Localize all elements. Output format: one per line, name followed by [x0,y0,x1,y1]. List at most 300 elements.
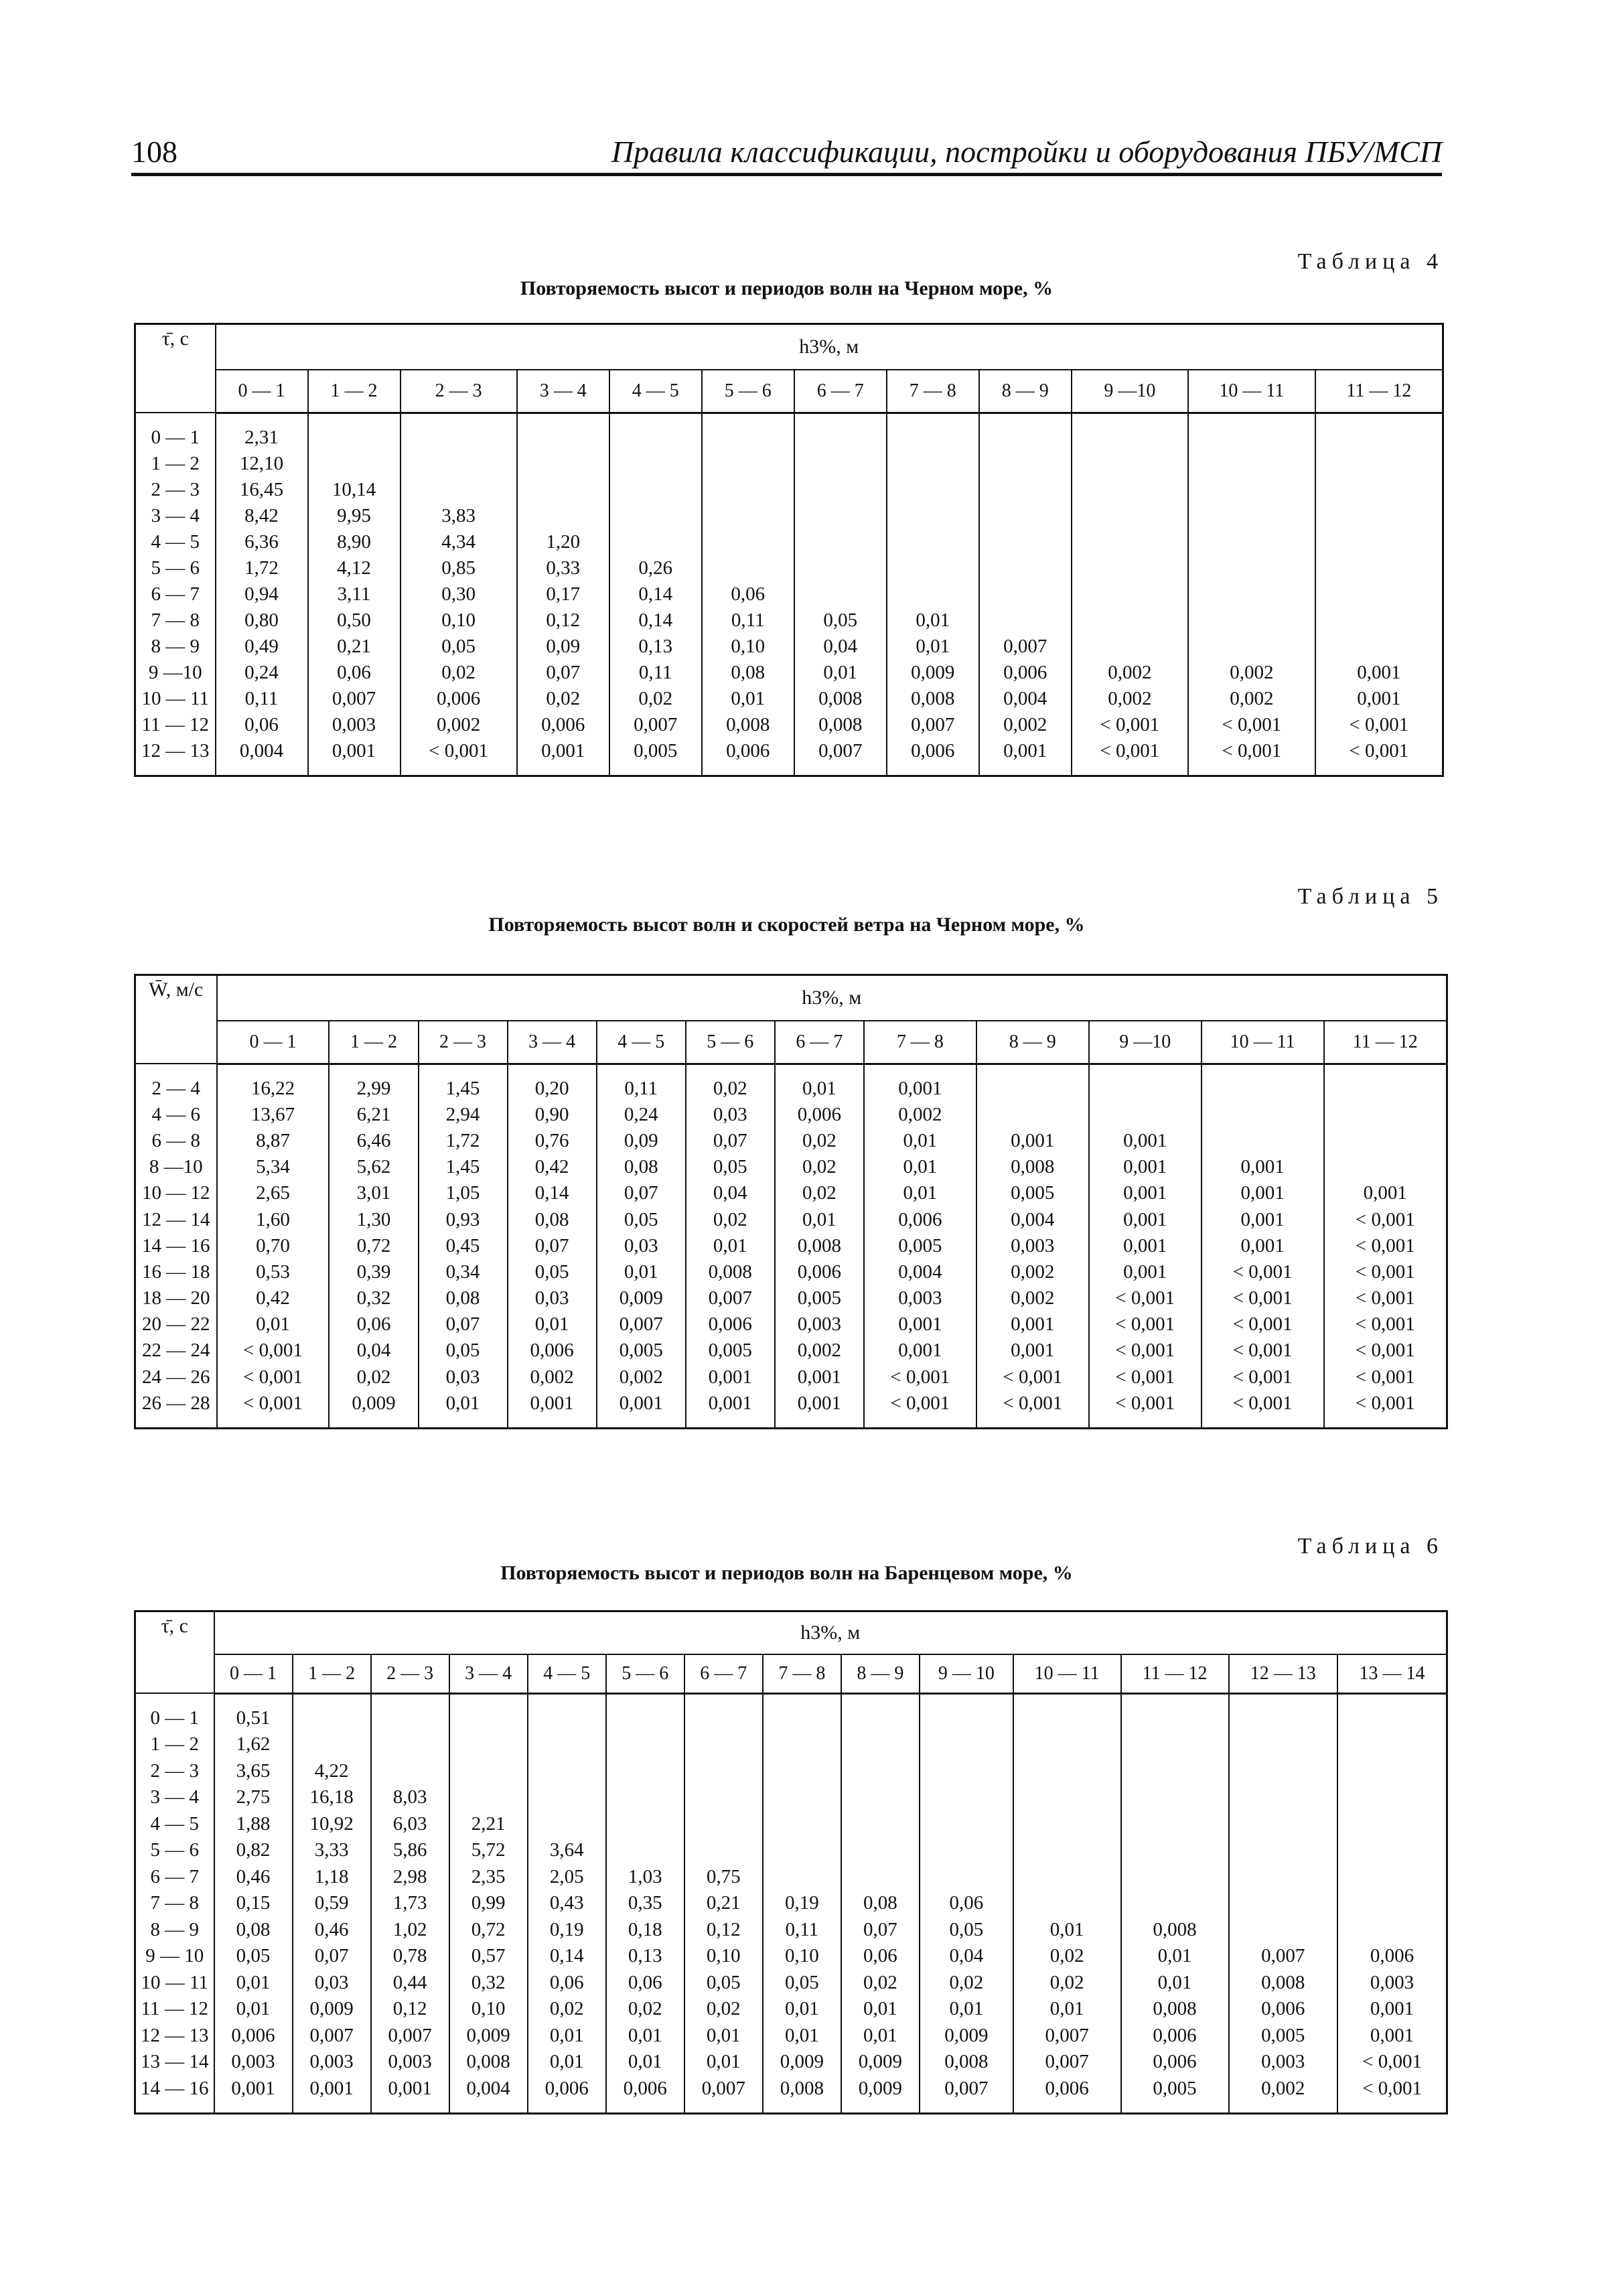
table-cell: 3,64 [528,1837,606,1864]
table-cell: 0,01 [775,1076,864,1102]
table-cell: 0,009 [887,660,979,686]
table-cell [794,529,887,555]
table-cell: 0,02 [606,1996,684,2023]
table-cell: 0,85 [401,555,517,581]
table-cell [1121,1705,1229,1732]
spacer-cell [135,2102,214,2114]
spacer-cell [1013,2102,1121,2114]
table-cell: 0,001 [1202,1233,1324,1259]
table-cell: 0,07 [293,1943,371,1970]
table-cell: 0,001 [686,1364,775,1390]
table-cell: 0,001 [1324,1180,1447,1206]
table-cell: 0,009 [293,1996,371,2023]
table-row [135,425,1443,451]
table-cell: 0,10 [449,1996,528,2023]
spacer-cell [419,1417,508,1429]
spacer-cell [1072,764,1188,776]
table-cell: 0,004 [979,686,1072,712]
table-cell: 0,008 [1229,1970,1338,1997]
spacer-cell [1337,2102,1447,2114]
table-cell: 0,02 [686,1206,775,1232]
table-cell: 0,57 [449,1943,528,1970]
table-cell: 0,01 [864,1154,976,1180]
table-cell: 0,43 [528,1890,606,1917]
table-row [135,1784,1447,1811]
table-cell [1337,1758,1447,1785]
row-label: 4 — 6 [135,1102,217,1128]
spacer-cell [794,764,887,776]
column-header: 10 — 11 [1202,1021,1324,1064]
table-cell [1337,1811,1447,1838]
table-cell: 0,15 [214,1890,293,1917]
table-cell [702,529,794,555]
table-cell: 0,001 [1089,1233,1202,1259]
table-cell: 0,007 [979,634,1072,660]
table-cell: 0,01 [864,1180,976,1206]
table-cell: 1,02 [371,1917,449,1944]
table-cell [920,1731,1013,1758]
column-header: 11 — 12 [1324,1021,1447,1064]
table-cell: 0,006 [214,2023,293,2050]
table-cell: 0,01 [686,1233,775,1259]
table-cell [1072,451,1188,477]
spacer-cell [702,764,794,776]
table-cell: 0,06 [702,581,794,607]
table-cell [609,425,702,451]
spacer-cell [609,764,702,776]
table-cell: 0,08 [508,1206,597,1232]
table-cell: 0,003 [1337,1970,1447,1997]
table-cell: 8,90 [308,529,401,555]
table-cell [1188,503,1315,529]
spacer-cell [979,413,1072,425]
table-cell: 0,008 [763,2076,841,2102]
row-label: 7 — 8 [135,607,216,634]
table-cell [1229,1864,1338,1891]
row-axis-header: τ̄, с [135,1611,214,1694]
spacer-cell [1188,413,1315,425]
table-cell: 0,002 [979,712,1072,738]
table-cell [1315,581,1443,607]
running-title: Правила классификации, постройки и оборудования ПБУ/МСП [611,135,1442,169]
table-cell [763,1705,841,1732]
table-cell: < 0,001 [976,1390,1089,1417]
spacer-cell [135,1417,217,1429]
table-cell: 0,50 [308,607,401,634]
table-cell: 1,05 [419,1180,508,1206]
table-cell: 3,83 [401,503,517,529]
table-cell: 0,12 [684,1917,763,1944]
row-label: 1 — 2 [135,451,216,477]
table-row [135,1076,1447,1102]
table-cell: 8,42 [216,503,308,529]
table-cell: < 0,001 [1324,1364,1447,1390]
table-cell: 0,99 [449,1890,528,1917]
table-cell: 0,008 [920,2049,1013,2076]
table-cell: 0,05 [401,634,517,660]
table-cell: 8,03 [371,1784,449,1811]
table-row [135,2023,1447,2050]
table-cell: 0,06 [920,1890,1013,1917]
table-cell: 0,32 [449,1970,528,1997]
row-label: 2 — 3 [135,1758,214,1785]
spacer-cell [1315,764,1443,776]
table-row [135,1705,1447,1732]
table-cell: 0,53 [217,1259,330,1285]
table-row [135,529,1443,555]
spacer-cell [135,413,216,425]
table-cell: 0,03 [508,1285,597,1311]
table-cell [1072,607,1188,634]
column-header: 2 — 3 [401,370,517,413]
column-header: 9 —10 [1089,1021,1202,1064]
table-6-label: Таблица 6 [1297,1534,1443,1559]
table-cell: 0,008 [1121,1996,1229,2023]
table-cell [979,607,1072,634]
table-cell: 1,72 [419,1128,508,1154]
table-cell: 1,20 [517,529,609,555]
table-cell: 0,01 [214,1970,293,1997]
table-cell [528,1731,606,1758]
table-cell: 0,004 [449,2076,528,2102]
table-cell: 0,008 [686,1259,775,1285]
table-row [135,1811,1447,1838]
table-cell: 0,005 [609,738,702,764]
table-row [135,1285,1447,1311]
spacer-cell [293,2102,371,2114]
table-cell [1315,503,1443,529]
page-number: 108 [131,135,177,169]
table-cell: 0,006 [864,1206,976,1232]
row-axis-header: W̄, м/с [135,975,217,1064]
table-cell [841,1731,920,1758]
table-row [135,1180,1447,1206]
table-cell: 0,45 [419,1233,508,1259]
table-cell [401,425,517,451]
column-header: 1 — 2 [308,370,401,413]
table-cell [763,1784,841,1811]
spacer-cell [763,2102,841,2114]
row-label: 3 — 4 [135,503,216,529]
row-label: 9 —10 [135,660,216,686]
table-row [135,1128,1447,1154]
table-cell [606,1837,684,1864]
table-cell: 0,02 [775,1128,864,1154]
table-cell: 0,07 [419,1311,508,1338]
table-cell [609,529,702,555]
table-cell [1188,477,1315,503]
table-row [135,1917,1447,1944]
table-cell: 0,006 [517,712,609,738]
table-cell: 0,009 [920,2023,1013,2050]
table-cell: 0,59 [293,1890,371,1917]
table-cell: 0,001 [979,738,1072,764]
table-cell: < 0,001 [1324,1259,1447,1285]
table-cell: 0,11 [763,1917,841,1944]
table-cell: < 0,001 [217,1338,330,1364]
table-cell [401,477,517,503]
table-cell [293,1731,371,1758]
table-cell: 0,51 [214,1705,293,1732]
table-cell: 1,18 [293,1864,371,1891]
table-cell: 0,007 [920,2076,1013,2102]
table-cell [449,1758,528,1785]
table-cell: 0,008 [794,686,887,712]
table-cell: 0,003 [371,2049,449,2076]
table-5-caption: Повторяемость высот волн и скоростей ветра на Черном море, % [488,914,1085,936]
spacer-cell [528,1693,606,1705]
table-cell [841,1864,920,1891]
table-cell: 0,01 [214,1996,293,2023]
table-cell: 0,76 [508,1128,597,1154]
table-cell [1229,1917,1338,1944]
table-4-label: Таблица 4 [1297,249,1443,274]
table-cell: 0,006 [775,1259,864,1285]
table-cell [979,503,1072,529]
column-header: 10 — 11 [1013,1654,1121,1693]
table-cell: 1,88 [214,1811,293,1838]
column-header: 8 — 9 [976,1021,1089,1064]
spacer-cell [517,764,609,776]
table-cell: 0,001 [976,1311,1089,1338]
spacer-cell [216,764,308,776]
table-cell: 0,04 [794,634,887,660]
table-cell: 0,10 [702,634,794,660]
table-cell [1121,1731,1229,1758]
table-cell [449,1731,528,1758]
table-row [135,451,1443,477]
table-row [135,712,1443,738]
table-cell: 0,01 [606,2023,684,2050]
table-cell: 0,80 [216,607,308,634]
table-cell [1121,1758,1229,1785]
spacer-cell [920,2102,1013,2114]
table-cell: < 0,001 [1089,1390,1202,1417]
table-cell: 1,30 [329,1206,418,1232]
table-cell: 2,21 [449,1811,528,1838]
column-header: 11 — 12 [1121,1654,1229,1693]
table-cell [1013,1758,1121,1785]
table-row [135,555,1443,581]
table-cell [449,1784,528,1811]
table-cell [1337,1837,1447,1864]
table-cell: 0,007 [371,2023,449,2050]
spacer-cell [1324,1417,1447,1429]
table-cell: 0,01 [606,2049,684,2076]
table-cell: 0,02 [609,686,702,712]
row-label: 13 — 14 [135,2049,214,2076]
table-cell: 0,007 [1229,1943,1338,1970]
table-cell: 0,44 [371,1970,449,1997]
table-cell [1188,634,1315,660]
spacer-cell [401,764,517,776]
row-label: 8 —10 [135,1154,217,1180]
table-cell: < 0,001 [1324,1206,1447,1232]
row-label: 12 — 13 [135,738,216,764]
table-cell: 16,22 [217,1076,330,1102]
row-label: 20 — 22 [135,1311,217,1338]
table-row [135,1311,1447,1338]
column-header: 7 — 8 [763,1654,841,1693]
table-cell [702,555,794,581]
table-cell: < 0,001 [864,1390,976,1417]
row-label: 11 — 12 [135,1996,214,2023]
row-label: 18 — 20 [135,1285,217,1311]
table-cell: 5,72 [449,1837,528,1864]
column-header: 3 — 4 [508,1021,597,1064]
spacer-cell [528,2102,606,2114]
table-cell [293,1705,371,1732]
spacer-cell [1072,413,1188,425]
table-cell: < 0,001 [1089,1311,1202,1338]
table-cell: 0,02 [775,1154,864,1180]
table-cell [1013,1837,1121,1864]
wave-height-header: h3%, м [216,324,1443,370]
row-label: 4 — 5 [135,529,216,555]
table-cell: 0,001 [775,1364,864,1390]
spacer-cell [597,1417,686,1429]
table-cell: 10,14 [308,477,401,503]
spacer-cell [449,2102,528,2114]
table-cell [702,503,794,529]
table-cell: 0,42 [217,1285,330,1311]
column-header: 1 — 2 [293,1654,371,1693]
table-cell: 0,09 [597,1128,686,1154]
row-label: 24 — 26 [135,1364,217,1390]
table-cell: 0,002 [508,1364,597,1390]
table-cell: 0,01 [217,1311,330,1338]
table-row [135,1338,1447,1364]
spacer-cell [508,1417,597,1429]
row-label: 7 — 8 [135,1890,214,1917]
table-4-caption: Повторяемость высот и периодов волн на Черном море, % [520,277,1053,299]
table-cell: 0,06 [308,660,401,686]
table-cell [401,451,517,477]
table-cell: 0,001 [1315,686,1443,712]
row-label: 10 — 11 [135,1970,214,1997]
table-cell: 1,73 [371,1890,449,1917]
table-cell [1188,451,1315,477]
table-cell: 0,002 [976,1285,1089,1311]
table-cell: 0,42 [508,1154,597,1180]
table-cell: 5,62 [329,1154,418,1180]
wave-height-header: h3%, м [217,975,1447,1021]
table-cell: 0,001 [371,2076,449,2102]
table-cell: 0,05 [684,1970,763,1997]
table-cell: 2,99 [329,1076,418,1102]
table-cell [1188,581,1315,607]
table-5 [134,974,1448,1429]
table-cell [528,1811,606,1838]
table-cell: 0,07 [841,1917,920,1944]
table-cell: 0,05 [508,1259,597,1285]
column-header: 4 — 5 [609,370,702,413]
table-cell: 0,006 [606,2076,684,2102]
table-cell: < 0,001 [1315,712,1443,738]
column-header: 5 — 6 [702,370,794,413]
table-cell [1089,1102,1202,1128]
table-cell [979,581,1072,607]
table-cell [1337,1917,1447,1944]
table-cell: 0,08 [702,660,794,686]
table-cell: < 0,001 [1202,1364,1324,1390]
table-cell: 0,07 [517,660,609,686]
table-cell: 0,005 [597,1338,686,1364]
table-cell: 3,33 [293,1837,371,1864]
table-cell: 0,08 [597,1154,686,1180]
table-cell: 0,06 [606,1970,684,1997]
table-cell [1337,1890,1447,1917]
table-cell [979,529,1072,555]
table-cell: 0,009 [841,2049,920,2076]
table-cell [1013,1731,1121,1758]
table-cell: 0,24 [597,1102,686,1128]
table-cell [841,1758,920,1785]
table-cell: 6,21 [329,1102,418,1128]
column-header: 3 — 4 [517,370,609,413]
table-cell: 4,12 [308,555,401,581]
table-cell: 0,01 [1121,1970,1229,1997]
row-label: 22 — 24 [135,1338,217,1364]
table-cell: 0,02 [775,1180,864,1206]
spacer-cell [686,1417,775,1429]
spacer-cell [976,1417,1089,1429]
column-header: 5 — 6 [606,1654,684,1693]
row-label: 2 — 3 [135,477,216,503]
table-cell [1121,1837,1229,1864]
table-cell [1089,1076,1202,1102]
table-cell: < 0,001 [1072,712,1188,738]
table-cell [1324,1128,1447,1154]
table-cell: 0,01 [597,1259,686,1285]
table-cell [1315,477,1443,503]
spacer-cell [887,764,979,776]
table-cell [1229,1705,1338,1732]
table-cell: 0,008 [775,1233,864,1259]
table-cell: 0,01 [508,1311,597,1338]
table-cell: < 0,001 [1202,1259,1324,1285]
table-cell: 0,93 [419,1206,508,1232]
table-cell [1072,477,1188,503]
table-cell: 0,21 [308,634,401,660]
table-cell: 0,003 [864,1285,976,1311]
row-label: 0 — 1 [135,425,216,451]
table-cell: 0,08 [841,1890,920,1917]
wave-height-header: h3%, м [214,1611,1447,1654]
table-cell: 0,02 [1013,1943,1121,1970]
table-cell: 0,33 [517,555,609,581]
table-cell: 0,02 [920,1970,1013,1997]
table-cell: 0,13 [606,1943,684,1970]
table-cell: 2,65 [217,1180,330,1206]
table-cell [979,451,1072,477]
table-cell: 0,21 [684,1890,763,1917]
table-cell: 0,05 [794,607,887,634]
spacer-cell [979,764,1072,776]
spacer-cell [308,764,401,776]
table-cell [920,1784,1013,1811]
column-header: 3 — 4 [449,1654,528,1693]
column-header: 6 — 7 [775,1021,864,1064]
column-header: 7 — 8 [864,1021,976,1064]
table-cell: 0,001 [597,1390,686,1417]
table-cell: 0,006 [1337,1943,1447,1970]
table-cell: 0,006 [887,738,979,764]
table-cell: < 0,001 [401,738,517,764]
table-cell: 0,14 [528,1943,606,1970]
table-cell: 0,01 [794,660,887,686]
table-cell: 0,02 [517,686,609,712]
